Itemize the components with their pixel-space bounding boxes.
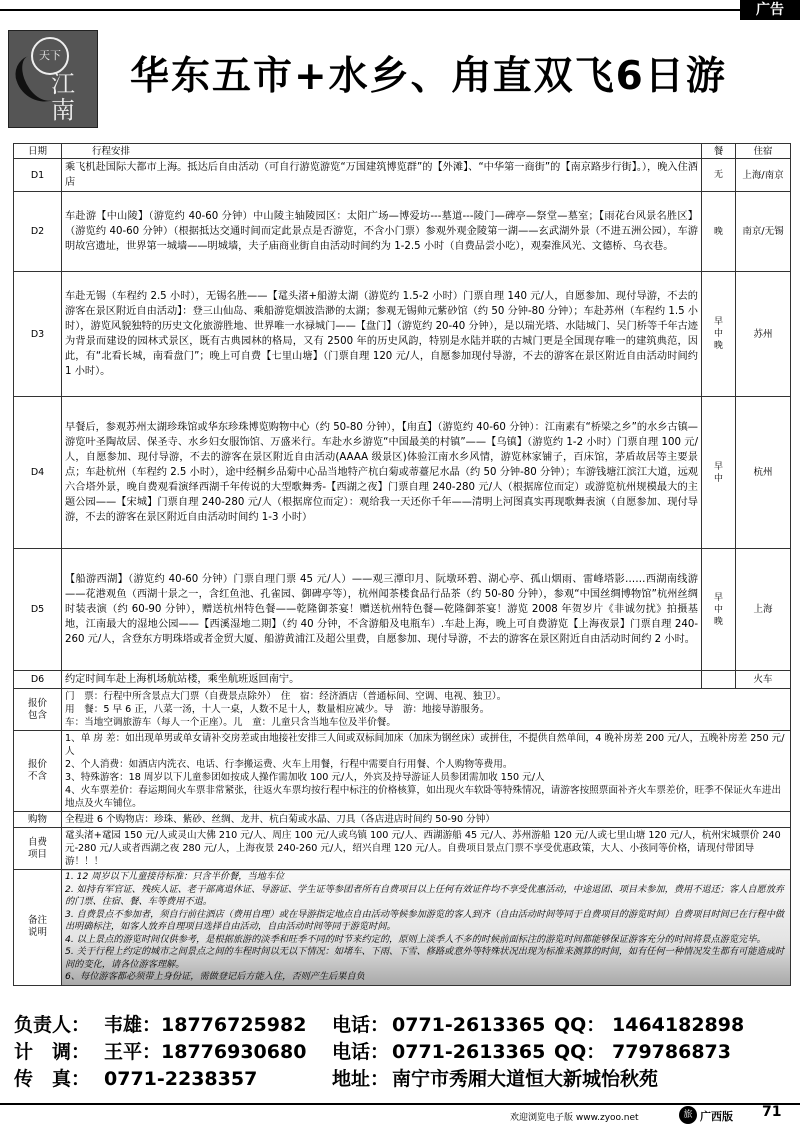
itinerary-header-row: [14, 144, 791, 159]
day-description: 乘飞机赴国际大都市上海。抵达后自由活动（可自行游览游览“万国建筑博览群”的【外滩】、“中华第一商街”的【南京路步行街】。），晚入住酒店: [62, 159, 702, 192]
exclude-line: 2、个人消费：如酒店内洗衣、电话、行李搬运费、火车上用餐，行程中需要自行用餐、个人购物等费用。: [65, 759, 513, 770]
day-row: [14, 159, 791, 192]
selfpay-label: 自费 项目: [14, 828, 62, 870]
day-lodging: 火车: [736, 671, 791, 689]
top-bar: [0, 0, 800, 20]
note-item: 2. 如持有军官证、残疾人证、老干部离退休证、导游证、学生证等参团者所有自费项目以上任何有效证件均不享受优惠活动，中途退团、项目未参加，费用不退还；客人自愿放弃的门票、住宿、餐、车等费用不退。: [65, 883, 785, 907]
day-meal: [702, 671, 736, 689]
header-itinerary: 行程安排: [62, 144, 702, 159]
planner-qq: 779786873: [612, 1041, 731, 1063]
note-item: 4. 以上景点的游览时间仅供参考，是根据旅游的淡季和旺季不同的时节来约定的，原则上淡季人不多的时候前面标注的游览时间都能够保证游客充分的时间将景点游览完毕。: [65, 933, 766, 945]
top-rule: [0, 9, 740, 11]
footer-badge-icon: 旅: [679, 1106, 697, 1124]
planner-qq-label: QQ：: [554, 1041, 606, 1063]
note-item: 6、每位游客都必须带上身份证，需做登记后方能入住，否则产生后果自负: [65, 971, 365, 982]
day-description: 车赴游【中山陵】（游览约 40-60 分钟）中山陵主轴陵园区：太阳广场—博爱坊---墓道---陵门—碑亭—祭堂—墓室；【雨花台风景名胜区】（游览约 40-60 分钟）（根据抵达交通时间而定此景点是否游览，不含小门票）参观外观金陵第一湖——玄武湖外景（不进五洲公园），车游明故宫遗址，世界第一城墙——明城墙，夫子庙商业街自由活动时间约为 1-2.5 小时（自费品尝小吃），观秦淮风光、文德桥、乌衣巷。: [62, 192, 702, 272]
package-info-table: [13, 688, 791, 986]
day-lodging: 苏州: [736, 272, 791, 397]
manager-tel-label: 电话：: [332, 1014, 390, 1036]
package-exclude-label: 报价 不含: [14, 731, 62, 812]
manager-qq-label: QQ：: [554, 1014, 606, 1036]
day-meal: 晚: [702, 192, 736, 272]
itinerary-table: [13, 143, 791, 689]
exclude-line: 1、单 房 差：如出现单男或单女请补交房差或由地接社安排三人间或双标间加床（加床为钢丝床）或拼住，不提供自然单间，4 晚补房差 200 元/人，五晚补房差 250 元/人: [65, 733, 785, 757]
note-item: 5. 关于行程上约定的城市之间景点之间的车程时间以无以下情况：如堵车、下雨、下雪、修路或意外等特殊状况出现为标准来测算的时间，如有任何一种情况发生都有可能造成时间的变化，请各位游客理解。: [65, 946, 785, 970]
header-lodging: 住宿: [736, 144, 791, 159]
package-exclude-row: [14, 731, 791, 812]
contact-row-fax: [14, 1066, 784, 1093]
day-description: 早餐后，参观苏州太湖珍珠馆或华东珍珠博览购物中心（约 50-80 分钟），【甪直】（游览约 40-60 分钟）：江南素有“桥梁之乡”的水乡古镇—游览叶圣陶故居、保圣寺、水乡妇女服饰馆、万盛米行。车赴水乡游览“中国最美的村镇”——【乌镇】（游览约 1-2 小时）门票自理 100 元/人，自愿参加、现付导游，不去的游客在景区附近自由活动(AAAA 级景区)体验江南水乡风情，游览林家铺子，百床馆，茅盾故居等主要景点；车赴杭州（车程约 2.5 小时），途中经桐乡品菊中心品当地特产杭白菊或蒂薹尼水晶（约 50 分钟-80 分钟）；车游钱塘江滨江大道，远观六合塔外景，晚自费观看演绎西湖千年传说的大型歌舞秀-【西湖之夜】门票自理 240-280 元/人（根据席位而定）或游览杭州规模最大的主题公园——【宋城】门票自理 240-280 元/人（根据席位而定）：观给我一天还你千年——清明上河图真实再现歌舞表演（自愿参加、现付导游，不去的游客在景区附近自由活动时间约 1-3 小时）: [62, 397, 702, 549]
day-label: D5: [14, 549, 62, 671]
package-include-label: 报价 包含: [14, 689, 62, 731]
shopping-text: 全程进 6 个购物店：珍珠、紫砂、丝绸、龙井、杭白菊或水晶、刀具（各店进店时间约 50-90 分钟）: [62, 812, 791, 828]
planner-tel: 0771-2613365: [392, 1041, 546, 1063]
manager-label: 负责人：: [14, 1014, 91, 1036]
day-lodging: 上海/南京: [736, 159, 791, 192]
planner-name-phone: 王平：18776930680: [104, 1041, 307, 1063]
footer-rule: [0, 1103, 800, 1105]
footer-edition: 广西版: [700, 1110, 733, 1123]
logo-text: 江南: [51, 70, 75, 124]
day-lodging: 南京/无锡: [736, 192, 791, 272]
selfpay-text: 鼋头渚+鼋园 150 元/人或灵山大佛 210 元/人、周庄 100 元/人或乌镇 100 元/人、西湖游船 45 元/人、苏州游船 120 元/人或七里山塘 120 元/人，杭州宋城票价 240 元-280 元/人或者西湖之夜 280 元/人，上海夜景 240-260 元/人，绍兴自理 120 元/人。自费项目景点门票不享受优惠政策，大人、小孩同等价格，请现付带团导游！！！: [62, 828, 791, 870]
day-label: D6: [14, 671, 62, 689]
shopping-label: 购物: [14, 812, 62, 828]
day-lodging: 上海: [736, 549, 791, 671]
manager-tel: 0771-2613365: [392, 1014, 546, 1036]
contact-block: [14, 1012, 784, 1093]
day-row: [14, 192, 791, 272]
exclude-line: 3、特殊游客：18 周岁以下儿童参团如按成人操作需加收 100 元/人，外宾及持导游证人员参团需加收 150 元/人: [65, 772, 545, 783]
page-number: 71: [762, 1104, 782, 1120]
package-line: 门 票：行程中所含景点大门票（自费景点除外） 住 宿：经济酒店（普通标间、空调、电视、独卫）。: [65, 691, 507, 702]
day-lodging: 杭州: [736, 397, 791, 549]
day-meal: 早 中 晚: [702, 272, 736, 397]
package-line: 车：当地空调旅游车（每人一个正座）。儿 童：儿童只含当地车位及半价餐。: [65, 717, 396, 728]
package-include-text: [62, 689, 791, 731]
page-title: 华东五市+水乡、甪直双飞6日游: [130, 54, 727, 99]
address-text: 南宁市秀厢大道恒大新城怡秋苑: [392, 1068, 659, 1090]
ad-tag: 广告: [740, 0, 800, 20]
day-label: D1: [14, 159, 62, 192]
day-meal: 早 中 晚: [702, 549, 736, 671]
selfpay-row: [14, 828, 791, 870]
address-label: 地址：: [332, 1068, 390, 1090]
day-description: 【船游西湖】（游览约 40-60 分钟）门票自理门票 45 元/人）——观三潭印月、阮墩环碧、湖心亭、孤山烟雨、雷峰塔影……西湖南线游——花港观鱼（西湖十景之一，含红鱼池、孔雀园、御碑亭等），杭州闻茶楼食品行品茶（约 50-80 分钟），参观“中国丝绸博物馆”杭州丝绸时装表演（约 60-90 分钟），赠送杭州特色餐——乾隆御茶宴！赠送杭州特色餐—乾隆御茶宴！游览 2008 年贺岁片《非诚勿扰》拍摄基地，江南最大的湿地公园——【西溪湿地二期】（约 40 分钟，不含游船及电瓶车）.车赴上海，晚上可自费游览【上海夜景】门票自理 240-260 元/人，含登东方明珠塔或者金贸大厦、船游黄浦江及超公里费，自愿参加、现付导游，不去的游客在景区附近自由活动时间约 2 小时。: [62, 549, 702, 671]
day-description: 车赴无锡（车程约 2.5 小时），无锡名胜——【鼋头渚+船游太湖（游览约 1.5-2 小时）门票自理 140 元/人，自愿参加、现付导游，不去的游客在景区附近自由活动】：登三山仙岛、乘船游览烟波浩渺的太湖；参观无锡帅元紫砂馆（约 50 分钟-80 分钟）；车赴苏州（车程约 1.5 小时），游览风貌独特的历史文化旅游胜地、世界唯一水禄城门——【盘门】（游览约 20-40 分钟），是以瑞光塔、水陆城门、吴门桥等千年古迹为背景而建设的园林式景区，既有古典园林的格局，又有 2500 年的历史风韵，特别是水陆并联的古城门更是全国现存唯一的建筑典范，因此，有“北看长城，南看盘门”；晚上可自费【七里山塘】（门票自理 120 元/人，自愿参加现付导游，不去的游客在景区附近自由活动时间约 1 小时）。: [62, 272, 702, 397]
day-row: [14, 397, 791, 549]
manager-qq: 1464182898: [612, 1014, 745, 1036]
day-row: [14, 272, 791, 397]
note-item: 3. 自费景点不参加者，须自行前往酒店（费用自理）或在导游指定地点自由活动等候参加游览的客人到齐（自由活动时间等同于自费项目的游览时间）自费项目时间已在行程中做出明确标注，如客人放弃自理项目选择自由活动，自由活动时间等同于游览时间。: [65, 908, 785, 932]
day-label: D3: [14, 272, 62, 397]
package-exclude-text: [62, 731, 791, 812]
package-include-row: [14, 689, 791, 731]
manager-name-phone: 韦雄：18776725982: [104, 1014, 307, 1036]
footer-tip: 欢迎浏览电子版 www.zyoo.net: [510, 1113, 639, 1123]
shopping-row: [14, 812, 791, 828]
day-row: [14, 671, 791, 689]
page-footer: [0, 1098, 800, 1128]
fax-label: 传 真：: [14, 1068, 91, 1090]
notes-row: [14, 870, 791, 986]
planner-label: 计 调：: [14, 1041, 91, 1063]
day-label: D4: [14, 397, 62, 549]
note-item: 1. 12 周岁以下儿童接待标准：只含半价餐，当地车位: [65, 871, 285, 882]
planner-tel-label: 电话：: [332, 1041, 390, 1063]
header-meal: 餐: [702, 144, 736, 159]
contact-row-planner: [14, 1039, 784, 1066]
header-date: 日期: [14, 144, 62, 159]
package-line: 用 餐：5 早 6 正，八菜一汤，十人一桌，人数不足十人，数量相应减少。导 游：地接导游服务。: [65, 704, 490, 715]
contact-row-manager: [14, 1012, 784, 1039]
logo-seal: 天下: [31, 37, 69, 75]
day-row: [14, 549, 791, 671]
exclude-line: 4、火车票差价：春运期间火车票非常紧张，往返火车票均按行程中标注的价格核算，如出现火车软卧等特殊情况，请游客按照票面补齐火车票差价，旺季不保证火车进出地点及火车铺位。: [65, 785, 782, 809]
day-label: D2: [14, 192, 62, 272]
notes-label: 备注 说明: [14, 870, 62, 986]
notes-text: [62, 870, 791, 986]
day-meal: 无: [702, 159, 736, 192]
jiangnan-logo: [8, 30, 98, 128]
day-meal: 早 中: [702, 397, 736, 549]
day-description: 约定时间车赴上海机场航站楼，乘坐航班返回南宁。: [62, 671, 702, 689]
fax-number: 0771-2238357: [104, 1068, 258, 1090]
